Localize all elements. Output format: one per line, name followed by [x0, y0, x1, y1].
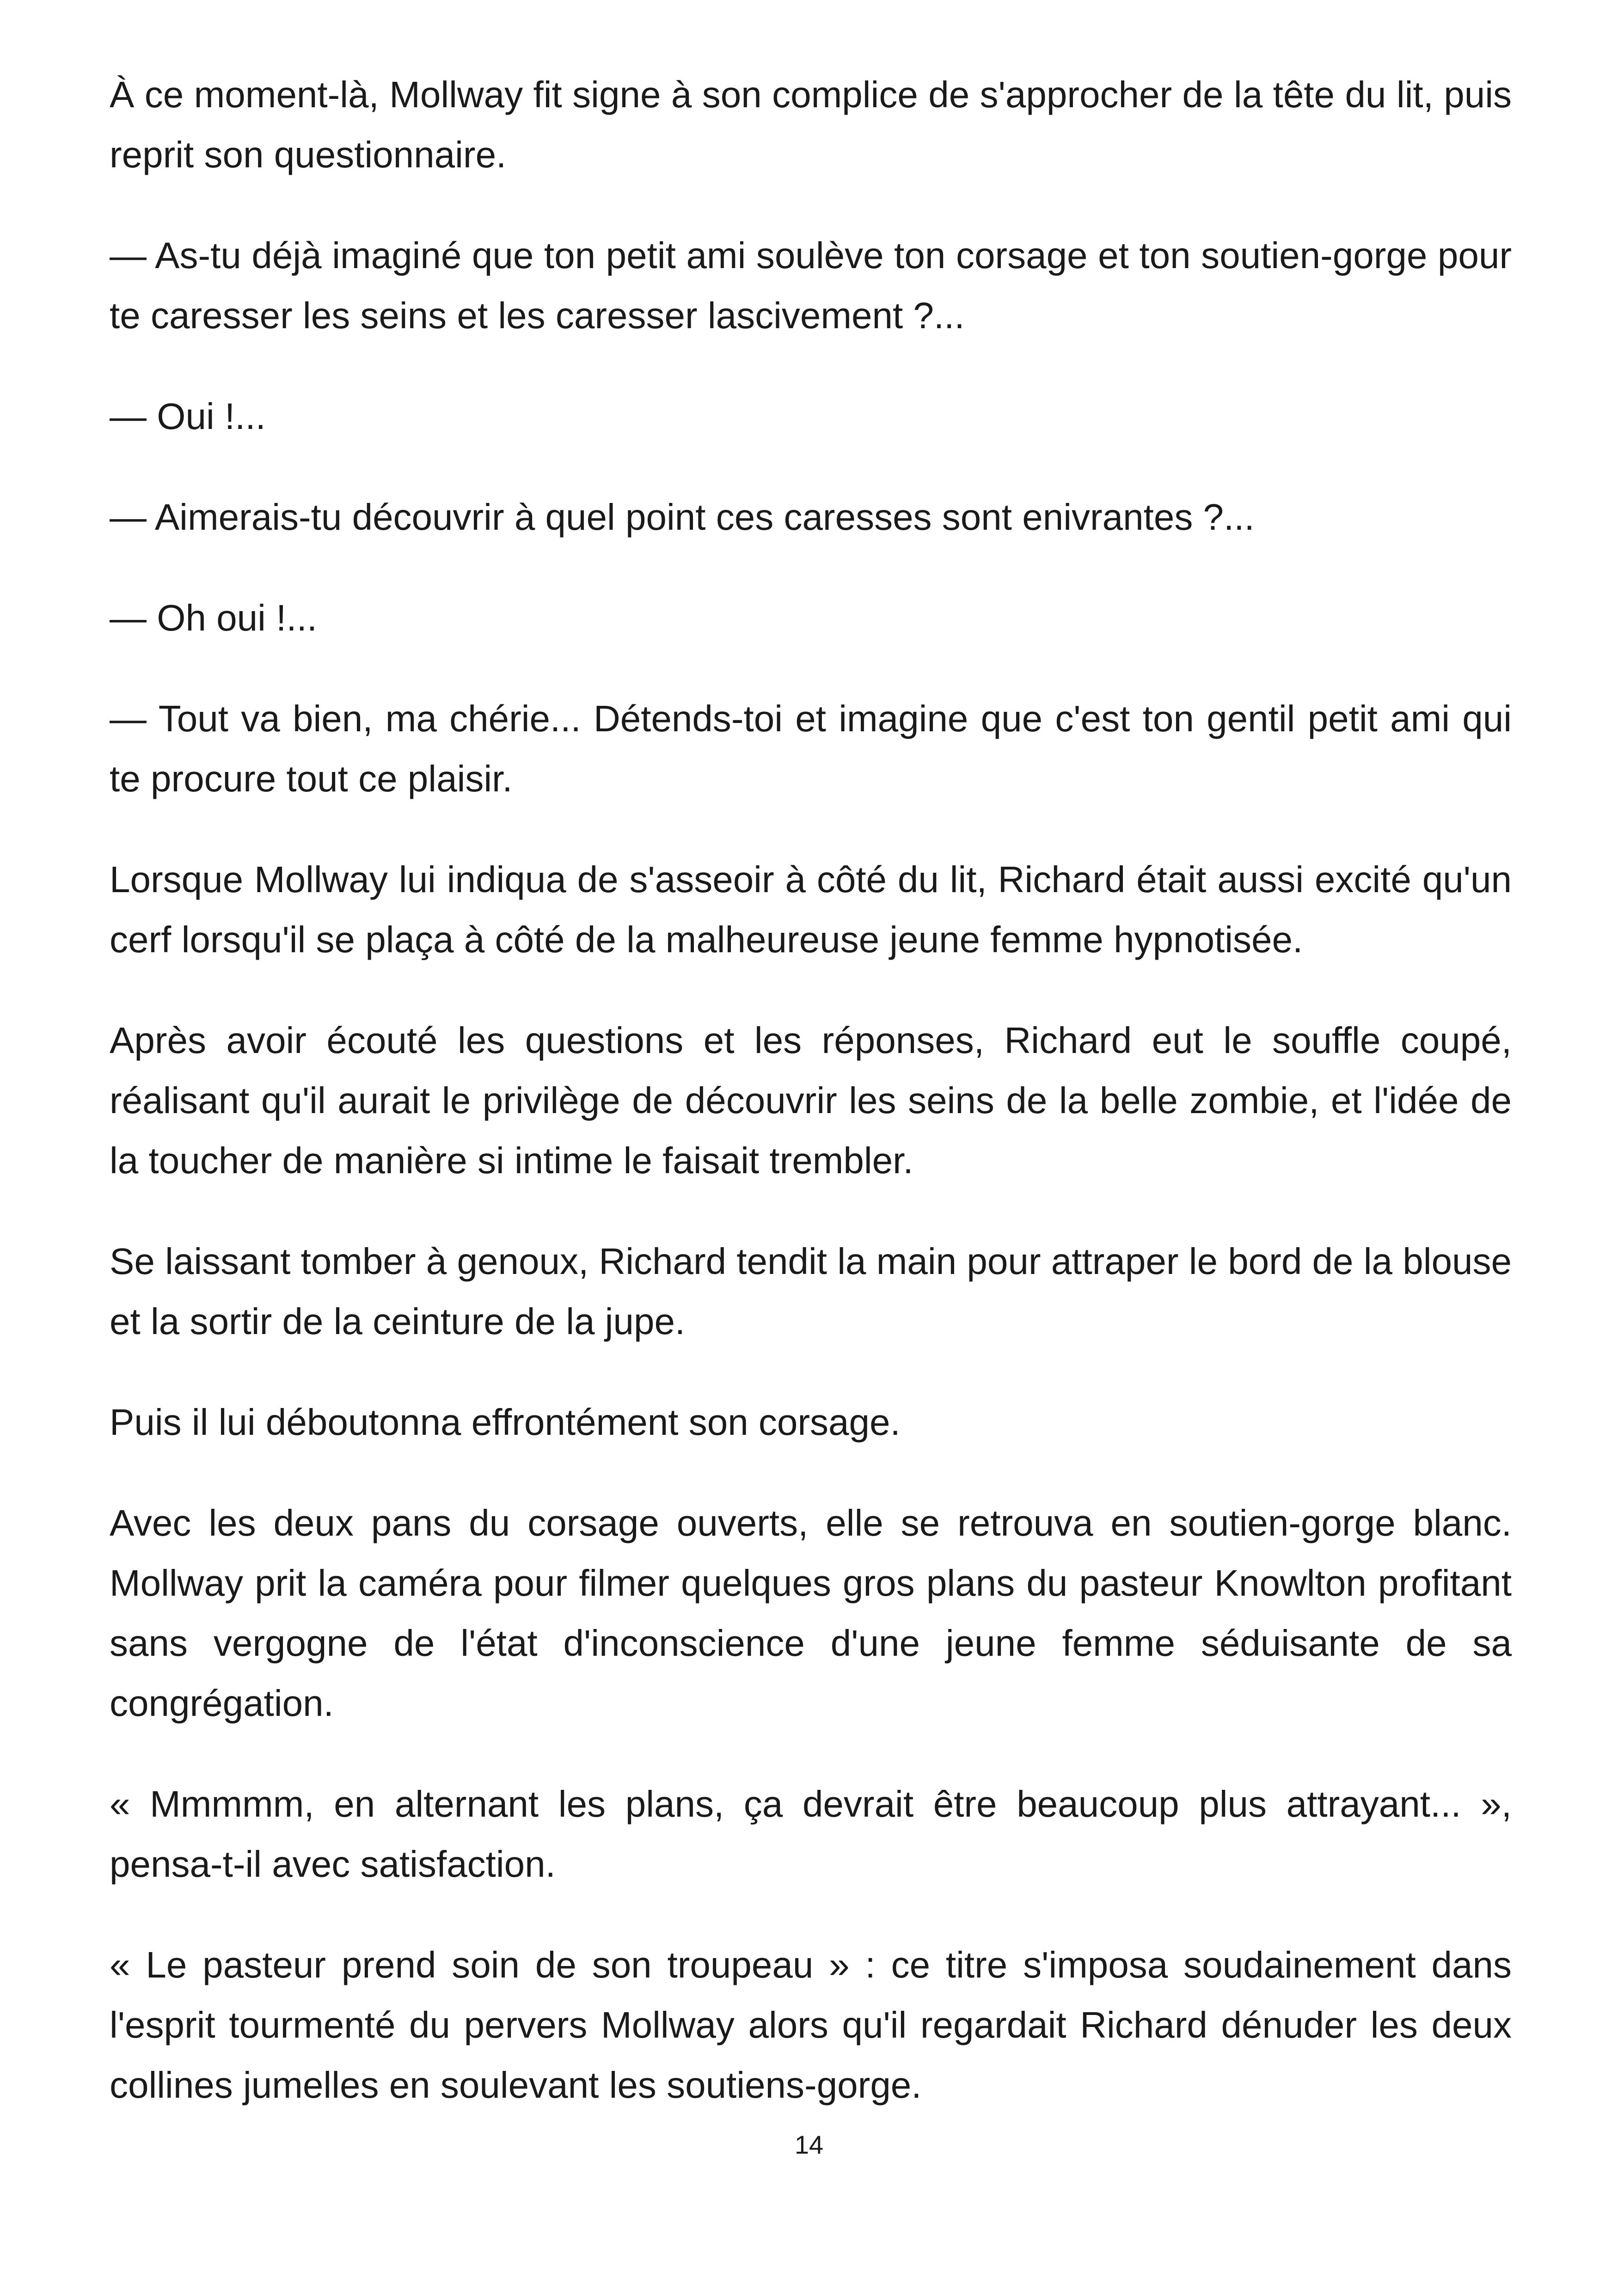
- paragraph-2: — As-tu déjà imaginé que ton petit ami soulève ton corsage et ton soutien-gorge pour te caresser les seins et les caresser lascivement ?...: [110, 235, 1512, 336]
- paragraph-12: « Mmmmm, en alternant les plans, ça devrait être beaucoup plus attrayant... », pensa-t-il avec satisfaction.: [110, 1783, 1512, 1885]
- paragraph-8: Après avoir écouté les questions et les réponses, Richard eut le souffle coupé, réalisant qu'il aurait le privilège de découvrir les seins de la belle zombie, et l'idée de la toucher de manière si intime le faisait trembler.: [110, 1020, 1512, 1181]
- paragraph-3: — Oui !...: [110, 396, 266, 437]
- page-number: 14: [794, 2130, 824, 2159]
- paragraph-6: — Tout va bien, ma chérie... Détends-toi et imagine que c'est ton gentil petit ami qui te procure tout ce plaisir.: [110, 698, 1512, 799]
- document-page: [110, 65, 1512, 2156]
- paragraph-13: « Le pasteur prend soin de son troupeau » : ce titre s'imposa soudainement dans l'esprit tourmenté du pervers Mollway alors qu'il regardait Richard dénuder les deux collines jumelles en soulevant les soutiens-gorge.: [110, 1944, 1512, 2106]
- paragraph-9: Se laissant tomber à genoux, Richard tendit la main pour attraper le bord de la blouse et la sortir de la ceinture de la jupe.: [110, 1241, 1512, 1342]
- paragraph-7: Lorsque Mollway lui indiqua de s'asseoir à côté du lit, Richard était aussi excité qu'un cerf lorsqu'il se plaça à côté de la malheureuse jeune femme hypnotisée.: [110, 859, 1512, 960]
- paragraph-11: Avec les deux pans du corsage ouverts, elle se retrouva en soutien-gorge blanc. Mollway prit la caméra pour filmer quelques gros plans du pasteur Knowlton profitant sans vergogne de l'état d'inconscience d'une jeune femme séduisante de sa congrégation.: [110, 1502, 1512, 1724]
- paragraph-4: — Aimerais-tu découvrir à quel point ces caresses sont enivrantes ?...: [110, 496, 1255, 538]
- paragraph-10: Puis il lui déboutonna effrontément son corsage.: [110, 1402, 901, 1443]
- paragraph-1: À ce moment-là, Mollway fit signe à son complice de s'approcher de la tête du lit, puis reprit son questionnaire.: [110, 74, 1512, 175]
- paragraph-5: — Oh oui !...: [110, 597, 318, 638]
